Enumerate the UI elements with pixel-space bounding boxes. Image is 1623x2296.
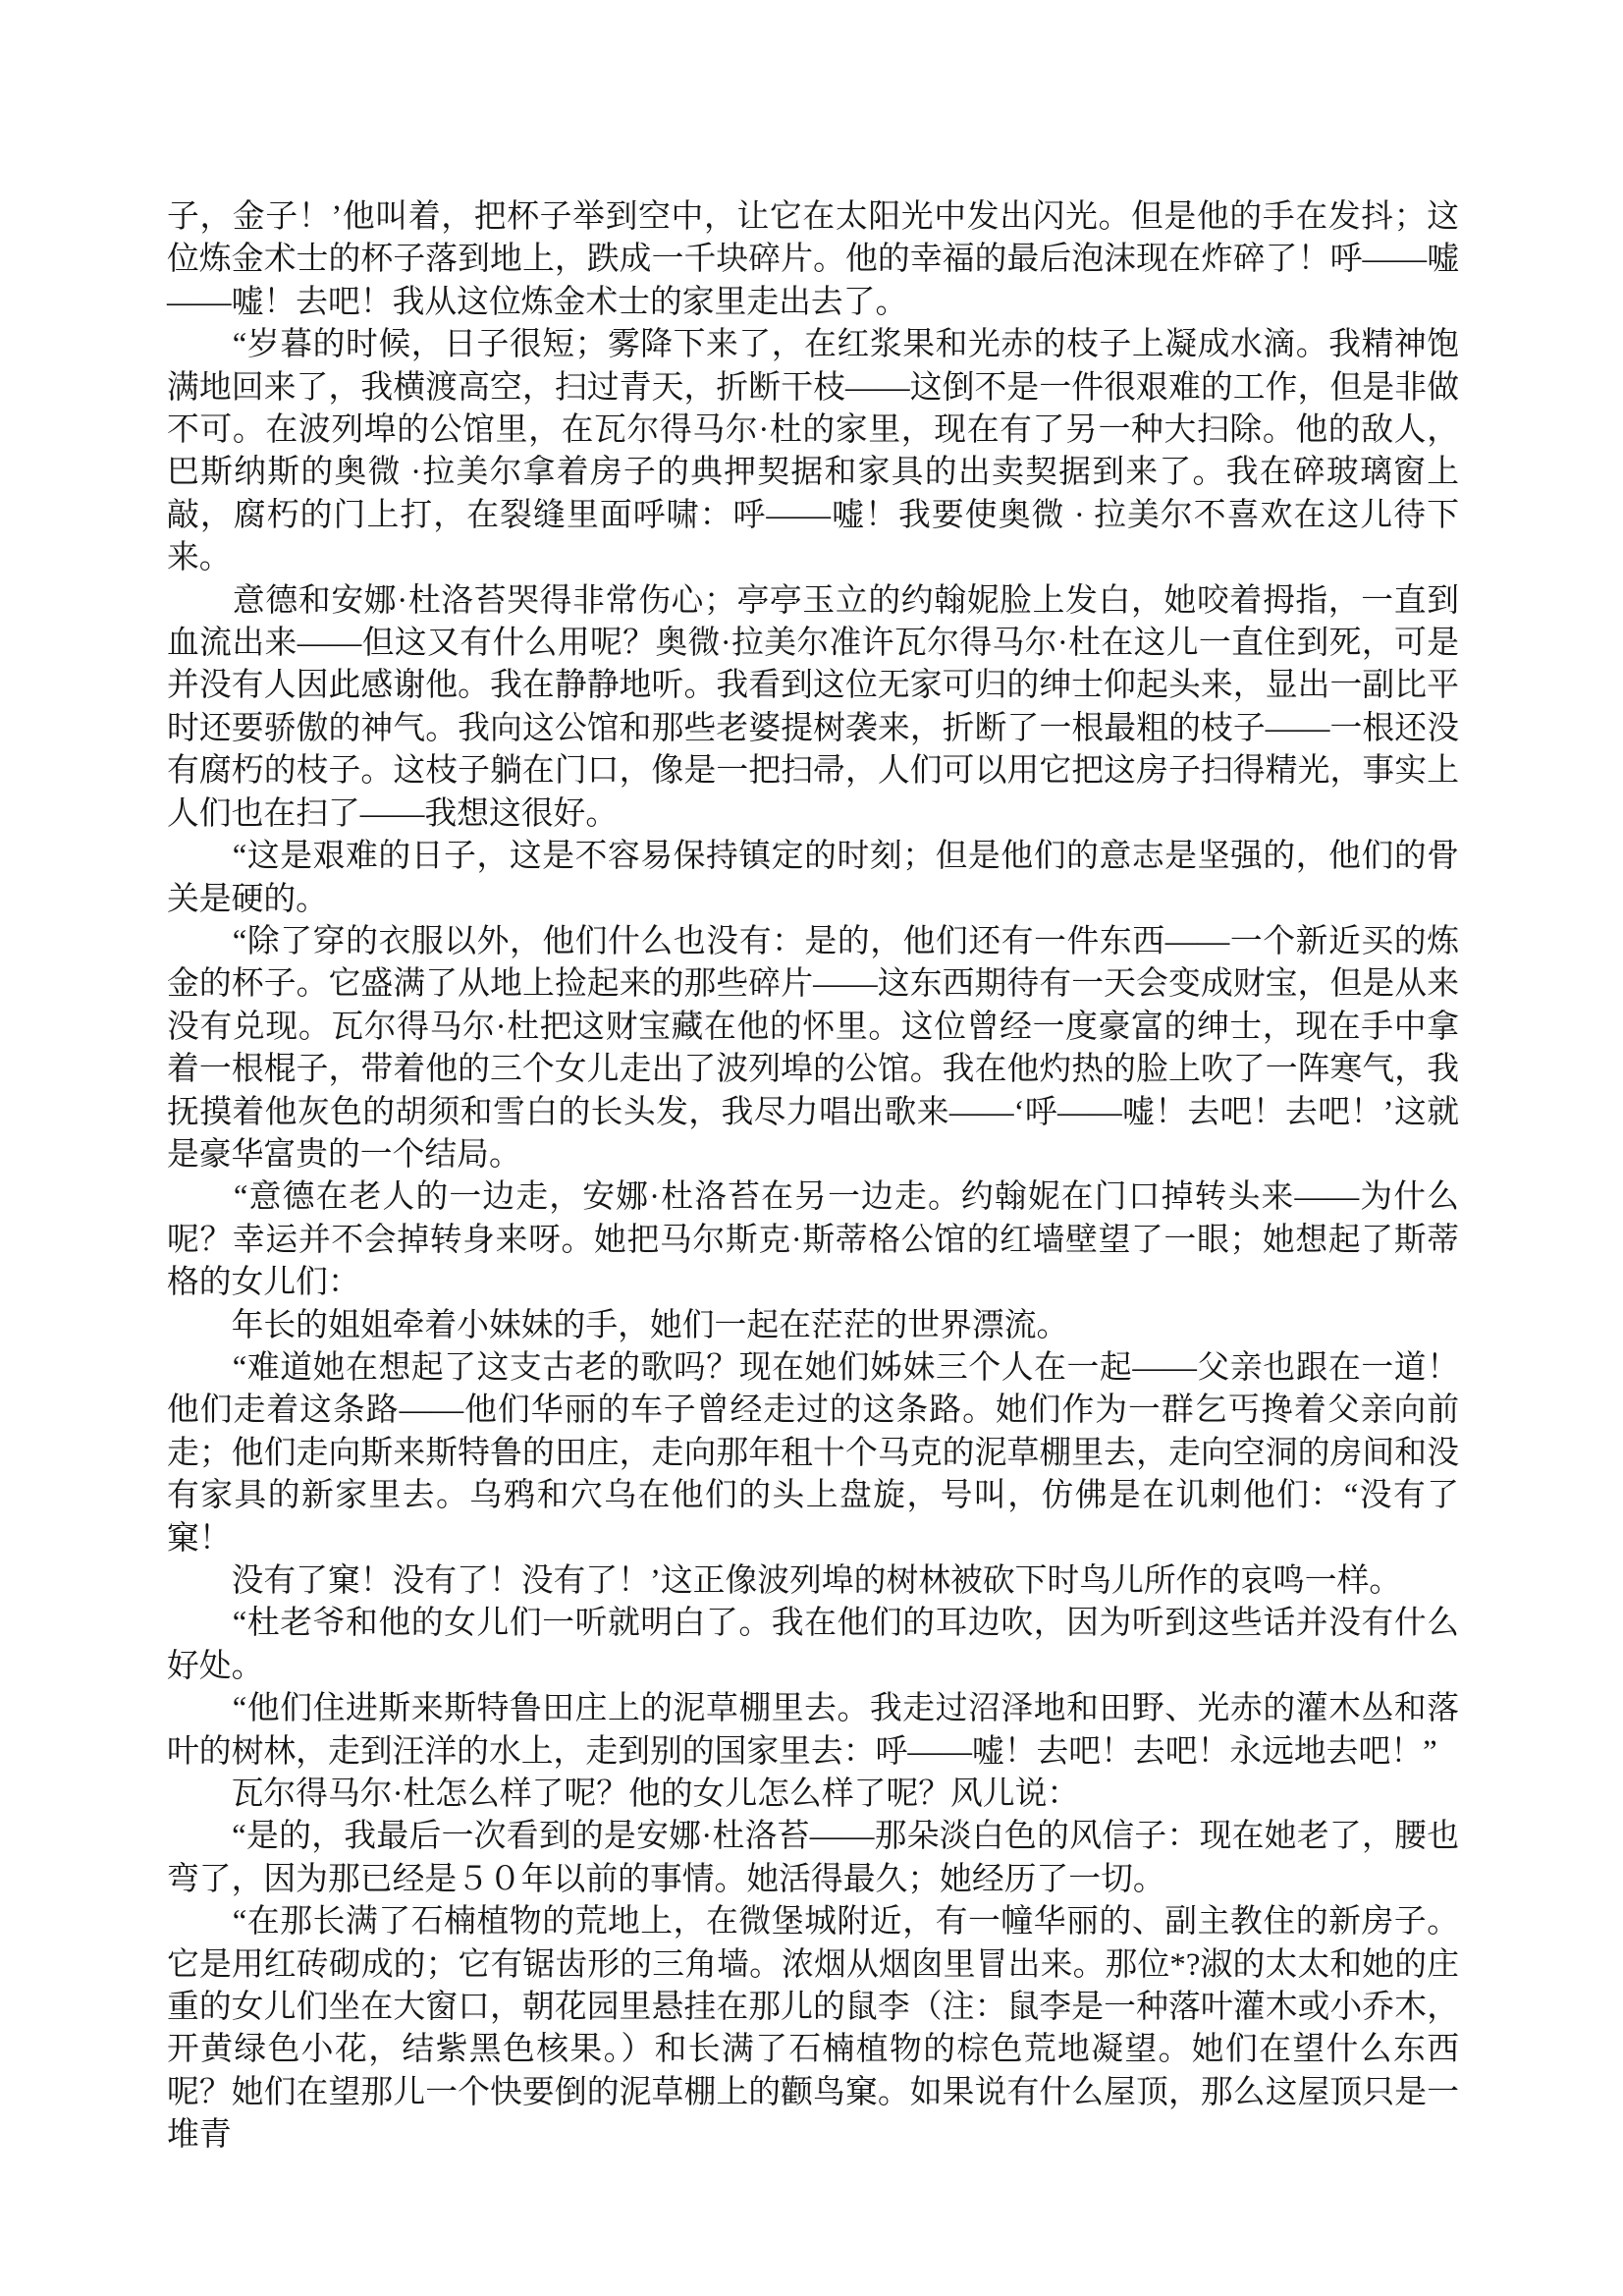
- paragraph-11: “他们住进斯来斯特鲁田庄上的泥草棚里去。我走过沼泽地和田野、光赤的灌木丛和落叶的树林，走到汪洋的水上，走到别的国家里去：呼——嘘！去吧！去吧！永远地去吧！”: [167, 1691, 1459, 1770]
- paragraph-10: “杜老爷和他的女儿们一听就明白了。我在他们的耳边吹，因为听到这些话并没有什么好处。: [167, 1606, 1459, 1684]
- paragraph-5: “除了穿的衣服以外，他们什么也没有：是的，他们还有一件东西——一个新近买的炼金的杯子。它盛满了从地上捡起来的那些碎片——这东西期待有一天会变成财宝，但是从来没有兑现。瓦尔得马尔·杜把这财宝藏在他的怀里。这位曾经一度豪富的绅士，现在手中拿着一根棍子，带着他的三个女儿走出了波列埠的公馆。我在他灼热的脸上吹了一阵寒气，我抚摸着他灰色的胡须和雪白的长头发，我尽力唱出歌来——‘呼——嘘！去吧！去吧！’这就是豪华富贵的一个结局。: [167, 923, 1459, 1173]
- paragraph-9: 没有了窠！没有了！没有了！’这正像波列埠的树林被砍下时鸟儿所作的哀鸣一样。: [167, 1563, 1402, 1599]
- paragraph-14: “在那长满了石楠植物的荒地上，在微堡城附近，有一幢华丽的、副主教住的新房子。它是用红砖砌成的；它有锯齿形的三角墙。浓烟从烟囱里冒出来。那位*?淑的太太和她的庄重的女儿们坐在大窗口，朝花园里悬挂在那儿的鼠李（注：鼠李是一种落叶灌木或小乔木，开黄绿色小花，结紫黑色核果。）和长满了石楠植物的棕色荒地凝望。她们在望什么东西呢？她们在望那儿一个快要倒的泥草棚上的颧鸟窠。如果说有什么屋顶，那么这屋顶只是一堆青: [167, 1904, 1459, 2154]
- paragraph-1: 子，金子！’他叫着，把杯子举到空中，让它在太阳光中发出闪光。但是他的手在发抖；这位炼金术士的杯子落到地上，跌成一千块碎片。他的幸福的最后泡沫现在炸碎了！呼——嘘——嘘！去吧！我从这位炼金术士的家里走出去了。: [167, 199, 1459, 320]
- paragraph-8: “难道她在想起了这支古老的歌吗？现在她们姊妹三个人在一起——父亲也跟在一道！他们走着这条路——他们华丽的车子曾经走过的这条路。她们作为一群乞丐搀着父亲向前走；他们走向斯来斯特鲁的田庄，走向那年租十个马克的泥草棚里去，走向空洞的房间和没有家具的新家里去。乌鸦和穴乌在他们的头上盘旋，号叫，仿佛是在讥刺他们：“没有了窠！: [167, 1349, 1459, 1557]
- paragraph-6: “意德在老人的一边走，安娜·杜洛苔在另一边走。约翰妮在门口掉转头来——为什么呢？幸运并不会掉转身来呀。她把马尔斯克·斯蒂格公馆的红墙壁望了一眼；她想起了斯蒂格的女儿们：: [167, 1179, 1459, 1301]
- paragraph-13: “是的，我最后一次看到的是安娜·杜洛苔——那朵淡白色的风信子：现在她老了，腰也弯了，因为那已经是５０年以前的事情。她活得最久；她经历了一切。: [167, 1819, 1459, 1897]
- paragraph-4: “这是艰难的日子，这是不容易保持镇定的时刻；但是他们的意志是坚强的，他们的骨关是硬的。: [167, 839, 1459, 917]
- paragraph-3: 意德和安娜·杜洛苔哭得非常伤心；亭亭玉立的约翰妮脸上发白，她咬着拇指，一直到血流出来——但这又有什么用呢？奥微·拉美尔准许瓦尔得马尔·杜在这儿一直住到死，可是并没有人因此感谢他。我在静静地听。我看到这位无家可归的绅士仰起头来，显出一副比平时还要骄傲的神气。我向这公馆和那些老婆提树袭来，折断了一根最粗的枝子——一根还没有腐朽的枝子。这枝子躺在门口，像是一把扫帚，人们可以用它把这房子扫得精光，事实上人们也在扫了——我想这很好。: [167, 582, 1459, 832]
- paragraph-2: “岁暮的时候，日子很短；雾降下来了，在红浆果和光赤的枝子上凝成水滴。我精神饱满地回来了，我横渡高空，扫过青天，折断干枝——这倒不是一件很艰难的工作，但是非做不可。在波列埠的公馆里，在瓦尔得马尔·杜的家里，现在有了另一种大扫除。他的敌人，巴斯纳斯的奥微 ·拉美尔拿着房子的典押契据和家具的出卖契据到来了。我在碎玻璃窗上敲，腐朽的门上打，在裂缝里面呼啸：呼——嘘！我要使奥微 · 拉美尔不喜欢在这儿待下来。: [167, 327, 1459, 576]
- page-text-block: [167, 196, 1459, 2158]
- paragraph-7: 年长的姐姐牵着小妹妹的手，她们一起在茫茫的世界漂流。: [167, 1307, 1069, 1343]
- paragraph-12: 瓦尔得马尔·杜怎么样了呢？他的女儿怎么样了呢？风儿说：: [167, 1777, 1080, 1813]
